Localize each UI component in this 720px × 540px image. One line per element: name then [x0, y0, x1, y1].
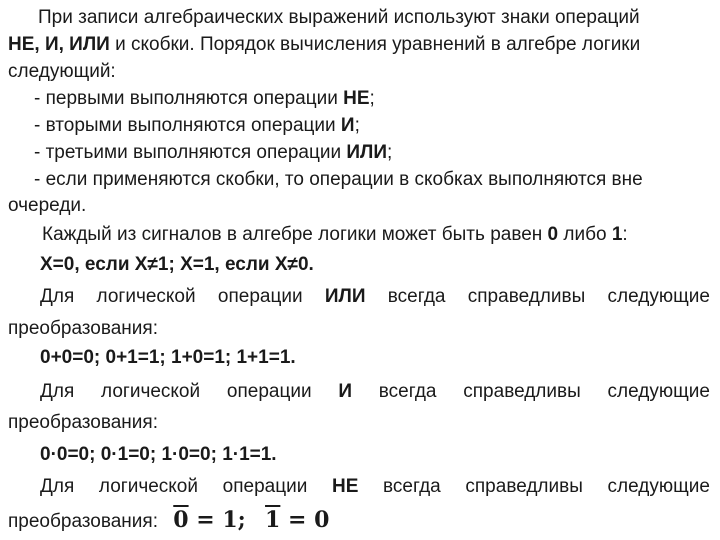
or-word-1: Для — [40, 286, 75, 307]
or-word-5: всегда — [387, 286, 446, 307]
signals-colon: : — [622, 224, 628, 245]
not-word-3: операции — [222, 476, 308, 497]
or-section-line2: преобразования: — [8, 318, 158, 339]
not-formula-1-digit: 0 — [173, 507, 189, 533]
rule-or — [34, 141, 392, 165]
signals-text: Каждый из сигналов в алгебре логики может быть равен — [42, 224, 548, 245]
signals-either: либо — [558, 224, 612, 245]
and-section-line2: преобразования: — [8, 412, 158, 433]
not-formula-2-rest: = 0 — [280, 507, 330, 533]
not-formula-1-rest: = 1; — [188, 507, 246, 533]
rule-and-text: - вторыми выполняются операции — [34, 115, 341, 136]
rule-and-end: ; — [354, 115, 360, 136]
rule-or-text: - третьими выполняются операции — [34, 142, 347, 163]
or-word-7: следующие — [607, 286, 710, 307]
intro-line2-text: и скобки. Порядок вычисления уравнений в алгебре логики — [109, 34, 641, 55]
not-word-6: справедливы — [465, 476, 583, 497]
or-word-op: ИЛИ — [324, 286, 366, 307]
signals-zero: 0 — [547, 224, 559, 245]
not-word-7: следующие — [607, 476, 710, 497]
or-word-2: логической — [96, 286, 196, 307]
and-word-op: И — [338, 381, 353, 402]
not-formula-2 — [265, 507, 329, 533]
and-word-7: следующие — [607, 381, 710, 402]
rule-not-text: - первыми выполняются операции — [34, 88, 344, 109]
and-word-1: Для — [40, 381, 75, 402]
and-word-2: логической — [101, 381, 201, 402]
and-word-5: всегда — [378, 381, 437, 402]
rule-not — [34, 87, 375, 111]
not-formula-1 — [173, 507, 246, 533]
rule-or-end: ; — [387, 142, 393, 163]
signals-sentence — [42, 223, 628, 247]
x-definition: X=0, если X≠1; X=1, если X≠0. — [40, 254, 314, 275]
rule-and — [34, 114, 360, 138]
and-word-6: справедливы — [463, 381, 581, 402]
rule-brackets-line1: - если применяются скобки, то операции в скобках выполняются вне — [34, 169, 643, 190]
paragraph-intro-line2 — [8, 33, 640, 57]
not-section-label: преобразования: — [8, 511, 158, 532]
or-word-6: справедливы — [467, 286, 586, 307]
rule-not-op: НЕ — [343, 88, 370, 109]
not-formula-2-digit: 1 — [265, 507, 281, 533]
or-word-3: операции — [217, 286, 303, 307]
or-formula: 0+0=0; 0+1=1; 1+0=1; 1+1=1. — [40, 347, 296, 368]
and-formula: 0·0=0; 0·1=0; 1·0=0; 1·1=1. — [40, 444, 277, 465]
not-section-line1 — [8, 475, 710, 499]
rule-and-op: И — [340, 115, 355, 136]
and-section-line1 — [8, 380, 710, 404]
or-section-line1 — [8, 285, 710, 309]
rule-or-op: ИЛИ — [346, 142, 388, 163]
and-word-3: операции — [226, 381, 312, 402]
not-section-line2 — [8, 508, 329, 534]
paragraph-intro-line1: При записи алгебраических выражений используют знаки операций — [38, 7, 640, 28]
not-word-2: логической — [98, 476, 198, 497]
not-word-5: всегда — [383, 476, 441, 497]
not-word-1: Для — [40, 476, 75, 497]
rule-brackets-line2: очереди. — [8, 195, 87, 216]
operators-list: НЕ, И, ИЛИ — [8, 34, 110, 55]
not-word-op: НЕ — [331, 476, 359, 497]
paragraph-intro-line3: следующий: — [8, 61, 116, 82]
rule-not-end: ; — [369, 88, 375, 109]
signals-one: 1 — [611, 224, 623, 245]
